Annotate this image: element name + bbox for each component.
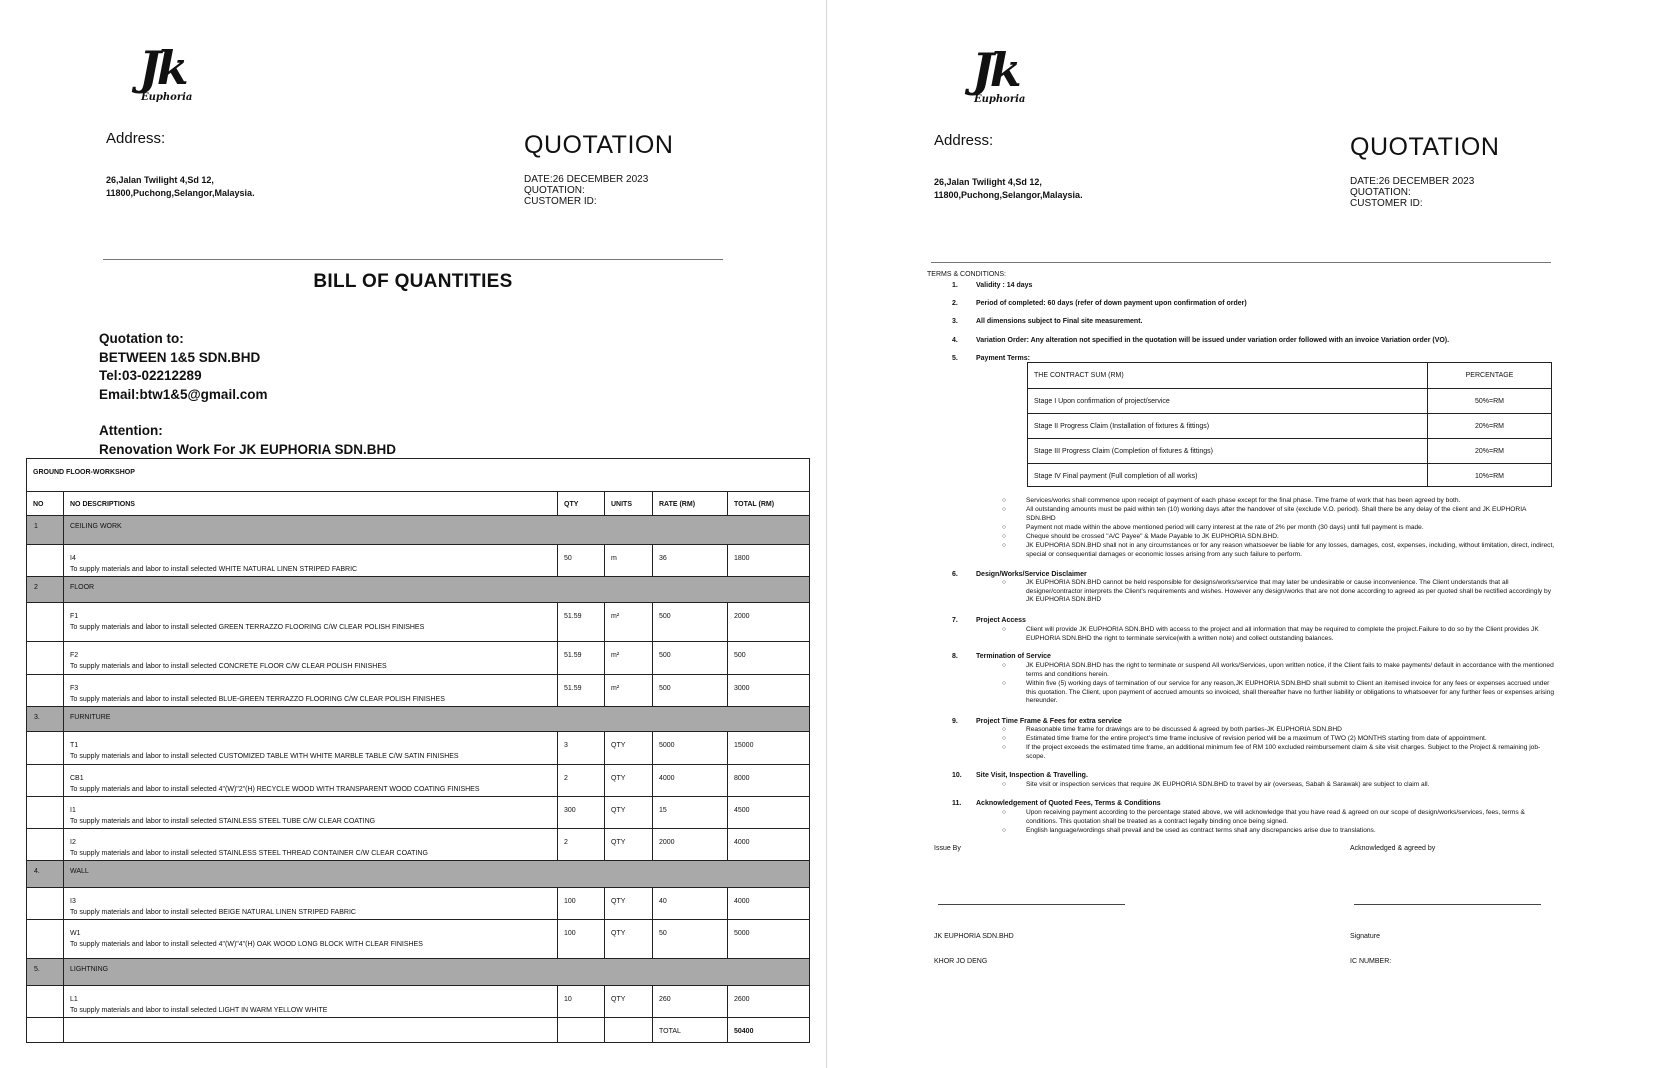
item-unit: QTY [604, 829, 652, 860]
table-row [27, 731, 809, 764]
percentage-header: PERCENTAGE [1427, 363, 1551, 388]
item-qty: 2 [557, 829, 604, 860]
payment-row [1028, 463, 1551, 486]
boq-title: BILL OF QUANTITIES [313, 271, 513, 292]
item-code: I1 [70, 807, 76, 814]
signature-label: Signature [1350, 933, 1380, 940]
quotation-meta [524, 174, 648, 207]
item-description: To supply materials and labor to install selected LIGHT IN WARM YELLOW WHITE [70, 1007, 328, 1014]
total-row [27, 1017, 809, 1042]
item-description-cell [63, 888, 557, 919]
payment-terms-table [1027, 362, 1552, 487]
table-row [27, 641, 809, 674]
ic-number-label: IC NUMBER: [1350, 958, 1392, 965]
payment-percentage: 20%=RM [1427, 439, 1551, 463]
address-label: Address: [106, 130, 166, 147]
term-number: 1. [952, 282, 958, 289]
item-description-cell [63, 920, 557, 958]
item-code: T1 [70, 742, 79, 749]
quotation-title: QUOTATION [524, 131, 674, 159]
item-description-cell [63, 797, 557, 828]
item-qty: 300 [557, 797, 604, 828]
table-row [27, 985, 809, 1017]
item-total: 8000 [727, 765, 809, 796]
item-qty: 51.59 [557, 675, 604, 706]
item-description-cell [63, 603, 557, 641]
item-rate: 2000 [652, 829, 727, 860]
quotation-meta [1350, 176, 1474, 209]
item-unit: QTY [604, 986, 652, 1017]
item-total: 3000 [727, 675, 809, 706]
issuer-person: KHOR JO DENG [934, 958, 988, 965]
header-divider [931, 262, 1551, 263]
total-label: TOTAL [652, 1018, 727, 1042]
item-unit: m² [604, 642, 652, 674]
term-text: Validity : 14 days [976, 282, 1033, 289]
term-number: 2. [952, 300, 958, 307]
bullet-text: Upon receiving payment according to the percentage stated above, we will acknowledge that you have read & agreed on our scope of design/works/services, fees, terms & conditions. This quotation shall be treated as a contract legally binding once being signed. [1026, 809, 1525, 825]
category-row [27, 860, 809, 887]
item-rate: 4000 [652, 765, 727, 796]
item-unit: QTY [604, 797, 652, 828]
table-row [27, 796, 809, 828]
item-total: 5000 [727, 920, 809, 958]
payment-stage: Stage IV Final payment (Full completion of all works) [1034, 473, 1198, 480]
item-qty: 2 [557, 765, 604, 796]
table-row [27, 674, 809, 706]
item-rate: 15 [652, 797, 727, 828]
client-tel: Tel:03-02212289 [99, 368, 202, 383]
total-value: 50400 [727, 1018, 809, 1042]
item-total: 500 [727, 642, 809, 674]
payment-row [1028, 438, 1551, 463]
item-description: To supply materials and labor to install selected STAINLESS STEEL THREAD CONTAINER C/W CLEAR COATING [70, 850, 428, 857]
item-description-cell [63, 545, 557, 576]
term-text: Site Visit, Inspection & Travelling. [976, 772, 1088, 779]
bullet-text: Payment not made within the above mentioned period will carry interest at the rate of 2% per month (30 days) until full payment is made. [1026, 524, 1424, 531]
item-qty: 51.59 [557, 642, 604, 674]
address-label: Address: [934, 132, 994, 149]
item-qty: 3 [557, 732, 604, 764]
company-logo [972, 43, 1032, 114]
logo-subtitle: Euphoria [141, 92, 193, 103]
section-title: GROUND FLOOR-WORKSHOP [33, 469, 135, 476]
logo-mark: Jk [139, 41, 185, 95]
item-description: To supply materials and labor to install selected BEIGE NATURAL LINEN STRIPED FABRIC [70, 909, 356, 916]
item-unit: m² [604, 675, 652, 706]
quotation-to-block [99, 330, 396, 459]
item-code: F2 [70, 652, 79, 659]
header-divider [103, 259, 723, 260]
table-section-row [27, 459, 809, 491]
item-qty: 50 [557, 545, 604, 576]
bullet-text: All outstanding amounts must be paid within ten (10) working days after the handover of site (exclude V.O. period). Shall there be any delay of the client and JK EUPHORIA SDN.BHD [1026, 506, 1527, 522]
item-description: To supply materials and labor to install selected GREEN TERRAZZO FLOORING C/W CLEAR POLISH FINISHES [70, 624, 425, 631]
item-total: 15000 [727, 732, 809, 764]
item-code: F1 [70, 613, 79, 620]
item-rate: 260 [652, 986, 727, 1017]
item-unit: m [604, 545, 652, 576]
item-total: 2600 [727, 986, 809, 1017]
address-block [934, 176, 1083, 202]
address-line-2: 11800,Puchong,Selangor,Malaysia. [106, 188, 255, 198]
item-code: L1 [70, 996, 78, 1003]
term-text: Project Time Frame & Fees for extra service [976, 718, 1122, 725]
item-qty: 100 [557, 920, 604, 958]
attention-label: Attention: [99, 423, 163, 438]
item-rate: 36 [652, 545, 727, 576]
term-number: 8. [952, 653, 958, 660]
item-code: I4 [70, 555, 76, 562]
term-text: Variation Order: Any alteration not specified in the quotation will be issued under variation order followed with an invoice Variation order (VO). [976, 337, 1450, 344]
client-name: BETWEEN 1&5 SDN.BHD [99, 349, 261, 365]
item-rate: 500 [652, 603, 727, 641]
quotation-to-label: Quotation to: [99, 331, 184, 346]
bullet-text: Services/works shall commence upon receipt of payment of each phase except for the final phase. Time frame of work that has been agreed by both. [1026, 497, 1461, 504]
logo-mark: Jk [972, 43, 1018, 97]
item-description: To supply materials and labor to install selected CUSTOMIZED TABLE WITH WHITE MARBLE TABLE C/W SATIN FINISHES [70, 753, 459, 760]
table-row [27, 828, 809, 860]
col-rate-header: RATE (RM) [652, 492, 727, 515]
terms-page: Jk Euphoria Address: 26,Jalan Twilight 4,Sd 12, 11800,Puchong,Selangor,Malaysia. QUOTATION DATE:26 DECEMBER 2023 QUOTATION: CUSTOMER ID: TERMS & CONDITIONS: 1. Validity : 14 days 2. Period of completed: 60 days (refer of down payment upon confirmation of order) 3. All dimensions subject to Final site measurement. 4. Variation Order: Any alteration not specified in the quotation will be issued under variation order followed with an invoice Variation order (VO). 5. Payment Terms: THE CONTRACT SUM (RM) PERCENTAGE Stage I Upon confirmation of project/service 50%=RM Stage II Progress Claim (Installation of fixtures & fittings) 20%=RM Stage III Progress Claim (Completion of fixtures & fittings) 20%=RM Stage IV Final payment (Full completion of all works) 10%=RM ○ Services/works shall commence upon receipt of payment of each phase except for the final phase. Time frame of work that has been agreed by both. ○ All outstanding amounts must be paid within ten (10) working days after the handover of site (exclude V.O. period). Shall there be any delay of the client and JK EUPHORIA SDN.BHD ○ Payment not made within the above mentioned period will carry interest at the rate of 2% per month (30 days) until full payment is made. ○ Cheque should be crossed "A/C Payee" & Made Payable to JK EUPHORIA SDN.BHD. ○ JK EUPHORIA SDN.BHD shall not in any circumstances or for any reason whatsoever be liable for any losses, damages, cost, expenses, including, without limitation, direct, indirect, special or consequential damages or economic losses arising from any such failure to perform. 6. Design/Works/Service Disclaimer ○ JK EUPHORIA SDN.BHD cannot be held responsible for designs/works/service that may later be undesirable or cause inconvenience. The Client understands that all designer/contractor interprets the Client's requirements and wishes. However any design/works that are not done according to agreed as per quoted shall be rectified accordingly by JK EUPHORIA SDN.BHD 7. Project Access ○ Client will provide JK EUPHORIA SDN.BHD with access to the project and all information that may be required to complete the project.Failure to do so by the Client provides JK EUPHORIA SDN.BHD the right to terminate service(with a written note) and collect outstanding balances. 8. Termination of Service ○ JK EUPHORIA SDN.BHD has the right to terminate or suspend All works/Services, upon written notice, if the Client fails to make payments/ default in accordance with the mentioned terms and conditions herein. ○ Within five (5) working days of termination of our service for any reason,JK EUPHORIA SDN.BHD shall submit to Client an itemised invoice for any fees or expenses accrued under this quotation. The Client, upon payment of accrued amounts so invoiced, shall thereafter have no further liability or obligations to whatsoever for any further fees or expenses arising hereunder. 9. Project Time Frame & Fees for extra service ○ Reasonable time frame for drawings are to be discussed & agreed by both parties-JK EUPHORIA SDN.BHD ○ Estimated time frame for the entire project's time frame inclusive of revision period will be a maximum of TWO (2) MONTHS starting from date of appointment. ○ If the project exceeds the estimated time frame, an additional minimum fee of RM 100 excluded reimbursement claim & site visit charges. Subject to the Project & remaining job-scope. 10. Site Visit, Inspection & Travelling. ○ Site visit or inspection services that require JK EUPHORIA SDN.BHD to travel by air (overseas, Sabah & Sarawak) are subject to claim all. 11. Acknowledgement of Quoted Fees, Terms & Conditions ○ Upon receiving payment according to the percentage stated above, we will acknowledge that you have read & agreed on our scope of design/works/services, fees, terms & conditions. This quotation shall be treated as a contract legally binding once being signed. ○ English language/wordings shall prevail and be used as contract terms shall any discrepancies arise due to translations. Issue By Acknowledged & agreed by JK EUPHORIA SDN.BHD KHOR JO DENG Signature IC NUMBER: [827, 0, 1655, 1068]
bullet-text: Site visit or inspection services that require JK EUPHORIA SDN.BHD to travel by air (overseas, Sabah & Sarawak) are subject to claim all. [1026, 781, 1430, 788]
category-name: CEILING WORK [63, 516, 122, 544]
boq-table [26, 458, 810, 1043]
term-number: 9. [952, 718, 958, 725]
quotation-date: DATE:26 DECEMBER 2023 [524, 174, 649, 185]
term-number: 3. [952, 318, 958, 325]
item-code: CB1 [70, 775, 84, 782]
terms-heading: TERMS & CONDITIONS: [927, 271, 1006, 278]
term-number: 7. [952, 617, 958, 624]
table-row [27, 602, 809, 641]
customer-id: CUSTOMER ID: [1350, 198, 1423, 209]
item-total: 2000 [727, 603, 809, 641]
payment-row [1028, 413, 1551, 438]
company-logo [139, 41, 199, 112]
category-name: FURNITURE [63, 707, 110, 731]
term-number: 11. [952, 800, 962, 807]
bullet-text: Cheque should be crossed "A/C Payee" & Made Payable to JK EUPHORIA SDN.BHD. [1026, 533, 1279, 540]
issue-by-label: Issue By [934, 845, 961, 852]
item-description-cell [63, 732, 557, 764]
address-line-1: 26,Jalan Twilight 4,Sd 12, [106, 175, 214, 185]
bullet-text: Client will provide JK EUPHORIA SDN.BHD with access to the project and all information that may be required to complete the project.Failure to do so by the Client provides JK EUPHORIA SDN.BHD the right to terminate service(with a written note) and collect outstanding balances. [1026, 626, 1539, 642]
item-total: 4500 [727, 797, 809, 828]
col-total-header: TOTAL (RM) [727, 492, 809, 515]
table-row [27, 544, 809, 576]
bullet-text: JK EUPHORIA SDN.BHD shall not in any circumstances or for any reason whatsoever be liable for any losses, damages, cost, expenses, including, without limitation, direct, indirect, special or consequential damages or economic losses arising from any such failure to perform. [1026, 542, 1555, 558]
quotation-title: QUOTATION [1350, 133, 1500, 161]
payment-percentage: 10%=RM [1427, 464, 1551, 486]
item-total: 1800 [727, 545, 809, 576]
category-name: LIGHTNING [63, 959, 108, 985]
payment-stage: Stage I Upon confirmation of project/service [1034, 398, 1170, 405]
item-description: To supply materials and labor to install selected BLUE-GREEN TERRAZZO FLOORING C/W CLEAR POLISH FINISHES [70, 696, 445, 703]
item-unit: QTY [604, 920, 652, 958]
item-description-cell [63, 765, 557, 796]
item-code: W1 [70, 930, 81, 937]
term-text: All dimensions subject to Final site measurement. [976, 318, 1143, 325]
client-signature-line [1354, 904, 1541, 905]
item-description-cell [63, 675, 557, 706]
logo-subtitle: Euphoria [974, 94, 1026, 105]
contract-sum-header: THE CONTRACT SUM (RM) [1034, 372, 1124, 379]
item-rate: 500 [652, 675, 727, 706]
item-description: To supply materials and labor to install selected CONCRETE FLOOR C/W CLEAR POLISH FINISHES [70, 663, 387, 670]
table-row [27, 919, 809, 958]
attention-text: Renovation Work For JK EUPHORIA SDN.BHD [99, 441, 397, 457]
term-text: Termination of Service [976, 653, 1051, 660]
address-line-2: 11800,Puchong,Selangor,Malaysia. [934, 190, 1083, 200]
bullet-text: English language/wordings shall prevail and be used as contract terms shall any discrepancies arise due to translations. [1026, 827, 1376, 834]
address-line-1: 26,Jalan Twilight 4,Sd 12, [934, 177, 1042, 187]
bullet-text: JK EUPHORIA SDN.BHD cannot be held responsible for designs/works/service that may later be undesirable or cause inconvenience. The Client understands that all designer/contractor interprets the Client's requirements and wishes. However any design/works that are not done according to agreed as per quoted shall be rectified accordingly by JK EUPHORIA SDN.BHD [1026, 579, 1552, 604]
issuer-company: JK EUPHORIA SDN.BHD [934, 933, 1014, 940]
item-description: To supply materials and labor to install selected WHITE NATURAL LINEN STRIPED FABRIC [70, 566, 358, 573]
category-number: 3. [34, 714, 40, 721]
quotation-number: QUOTATION: [1350, 187, 1411, 198]
item-code: F3 [70, 685, 79, 692]
item-rate: 500 [652, 642, 727, 674]
term-text: Project Access [976, 617, 1026, 624]
quotation-number: QUOTATION: [524, 185, 585, 196]
category-name: FLOOR [63, 577, 94, 602]
bullet-text: Reasonable time frame for drawings are to be discussed & agreed by both parties-JK EUPHORIA SDN.BHD [1026, 726, 1342, 733]
category-name: WALL [63, 861, 89, 887]
term-number: 6. [952, 571, 958, 578]
col-desc-header: NO DESCRIPTIONS [63, 492, 557, 515]
category-number: 5. [34, 966, 40, 973]
category-row [27, 576, 809, 602]
table-header-row [27, 491, 809, 515]
item-rate: 50 [652, 920, 727, 958]
item-description: To supply materials and labor to install selected 4"(W)"2"(H) RECYCLE WOOD WITH TRANSPARENT WOOD COATING FINISHES [70, 786, 480, 793]
item-rate: 5000 [652, 732, 727, 764]
item-code: I3 [70, 898, 76, 905]
boq-page [0, 0, 826, 1068]
table-row [27, 887, 809, 919]
table-row [27, 764, 809, 796]
item-unit: QTY [604, 888, 652, 919]
col-no-header: NO [33, 501, 44, 508]
col-qty-header: QTY [557, 492, 604, 515]
bullet-text: If the project exceeds the estimated time frame, an additional minimum fee of RM 100 excluded reimbursement claim & site visit charges. Subject to the Project & remaining job-scope. [1026, 744, 1541, 760]
category-number: 1 [34, 523, 38, 530]
item-description: To supply materials and labor to install selected 4"(W)"4"(H) OAK WOOD LONG BLOCK WITH CLEAR FINISHES [70, 941, 423, 948]
item-qty: 51.59 [557, 603, 604, 641]
category-row [27, 706, 809, 731]
bullet-text: JK EUPHORIA SDN.BHD has the right to terminate or suspend All works/Services, upon written notice, if the Client fails to make payments/ default in accordance with the mentioned terms and conditions herein. [1026, 662, 1554, 678]
term-text: Acknowledgement of Quoted Fees, Terms & Conditions [976, 800, 1161, 807]
col-units-header: UNITS [604, 492, 652, 515]
item-rate: 40 [652, 888, 727, 919]
term-text: Period of completed: 60 days (refer of down payment upon confirmation of order) [976, 300, 1247, 307]
item-unit: m² [604, 603, 652, 641]
payment-stage: Stage III Progress Claim (Completion of fixtures & fittings) [1034, 448, 1213, 455]
item-description-cell [63, 642, 557, 674]
payment-header-row [1028, 363, 1551, 388]
category-row [27, 958, 809, 985]
term-number: 4. [952, 337, 958, 344]
address-block [106, 174, 255, 200]
item-qty: 100 [557, 888, 604, 919]
payment-row [1028, 388, 1551, 413]
category-row [27, 515, 809, 544]
category-number: 2 [34, 584, 38, 591]
payment-percentage: 50%=RM [1427, 389, 1551, 413]
customer-id: CUSTOMER ID: [524, 196, 597, 207]
payment-stage: Stage II Progress Claim (Installation of fixtures & fittings) [1034, 423, 1210, 430]
item-description-cell [63, 986, 557, 1017]
term-number: 5. [952, 355, 958, 362]
category-number: 4. [34, 868, 40, 875]
item-code: I2 [70, 839, 76, 846]
term-text: Design/Works/Service Disclaimer [976, 571, 1087, 578]
item-qty: 10 [557, 986, 604, 1017]
client-email: Email:btw1&5@gmail.com [99, 386, 268, 402]
term-text: Payment Terms: [976, 355, 1030, 362]
bullet-text: Estimated time frame for the entire project's time frame inclusive of revision period will be a maximum of TWO (2) MONTHS starting from date of appointment. [1026, 735, 1487, 742]
item-total: 4000 [727, 888, 809, 919]
term-number: 10. [952, 772, 962, 779]
acknowledged-label: Acknowledged & agreed by [1350, 845, 1436, 852]
item-description-cell [63, 829, 557, 860]
payment-percentage: 20%=RM [1427, 414, 1551, 438]
bullet-text: Within five (5) working days of termination of our service for any reason,JK EUPHORIA SDN.BHD shall submit to Client an itemised invoice for any fees or expenses accrued under this quotation. The Client, upon payment of accrued amounts so invoiced, shall thereafter have no further liability or obligations to whatsoever for any further fees or expenses arising hereunder. [1026, 680, 1555, 705]
issuer-signature-line [938, 904, 1125, 905]
item-description: To supply materials and labor to install selected STAINLESS STEEL TUBE C/W CLEAR COATING [70, 818, 376, 825]
item-unit: QTY [604, 732, 652, 764]
item-total: 4000 [727, 829, 809, 860]
item-unit: QTY [604, 765, 652, 796]
quotation-date: DATE:26 DECEMBER 2023 [1350, 176, 1475, 187]
